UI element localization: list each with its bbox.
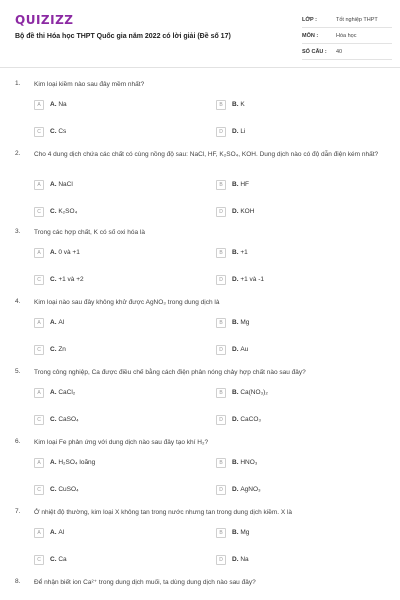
meta-row-count bbox=[302, 44, 392, 60]
option-value: CaCO₃ bbox=[240, 416, 262, 423]
option-value: Na bbox=[240, 556, 249, 563]
option-value: Al bbox=[58, 529, 65, 536]
option-letter-box: B bbox=[216, 100, 226, 110]
option-text bbox=[232, 276, 264, 283]
option-value: Ca bbox=[58, 556, 67, 563]
option-prefix: A. bbox=[50, 249, 57, 256]
answer-option[interactable] bbox=[216, 483, 261, 496]
answer-option[interactable] bbox=[34, 125, 66, 138]
option-letter-box: B bbox=[216, 318, 226, 328]
option-value: CaCl₂ bbox=[58, 389, 76, 396]
answer-option[interactable] bbox=[216, 125, 245, 138]
option-letter-box: C bbox=[34, 275, 44, 285]
option-letter-box: C bbox=[34, 127, 44, 137]
option-prefix: B. bbox=[232, 181, 239, 188]
option-prefix: D. bbox=[232, 128, 239, 135]
answer-option[interactable] bbox=[216, 413, 261, 426]
answer-option[interactable] bbox=[216, 553, 249, 566]
option-text bbox=[50, 319, 64, 326]
option-value: CaSO₄ bbox=[58, 416, 79, 423]
document-title: Bộ đề thi Hóa học THPT Quốc gia năm 2022 có lời giải (Đề số 17) bbox=[15, 33, 231, 40]
option-letter-box: A bbox=[34, 180, 44, 190]
option-prefix: C. bbox=[50, 346, 57, 353]
option-prefix: A. bbox=[50, 529, 57, 536]
option-value: Mg bbox=[240, 529, 250, 536]
meta-label: LỚP : bbox=[302, 16, 317, 23]
option-prefix: A. bbox=[50, 319, 57, 326]
option-letter-box: D bbox=[216, 485, 226, 495]
option-text bbox=[50, 249, 80, 256]
question-number: 1. bbox=[15, 80, 21, 87]
question-number: 5. bbox=[15, 368, 21, 375]
option-letter-box: D bbox=[216, 275, 226, 285]
question-number: 3. bbox=[15, 228, 21, 235]
answer-option[interactable] bbox=[34, 205, 77, 218]
option-value: Mg bbox=[240, 319, 250, 326]
option-prefix: D. bbox=[232, 416, 239, 423]
answer-option[interactable] bbox=[216, 456, 257, 469]
option-letter-box: A bbox=[34, 458, 44, 468]
option-prefix: A. bbox=[50, 459, 57, 466]
option-prefix: D. bbox=[232, 486, 239, 493]
option-text bbox=[232, 101, 245, 108]
option-text bbox=[50, 181, 73, 188]
option-value: Al bbox=[58, 319, 65, 326]
option-letter-box: A bbox=[34, 100, 44, 110]
option-text bbox=[232, 319, 249, 326]
option-prefix: B. bbox=[232, 459, 239, 466]
option-value: KOH bbox=[240, 208, 255, 215]
question-text: Để nhận biết ion Ca²⁺ trong dung dịch muối, ta dùng dung dịch nào sau đây? bbox=[34, 579, 256, 586]
option-value: Na bbox=[58, 101, 67, 108]
option-text bbox=[50, 128, 66, 135]
option-text bbox=[232, 389, 268, 396]
option-letter-box: B bbox=[216, 180, 226, 190]
answer-option[interactable] bbox=[216, 98, 245, 111]
option-prefix: C. bbox=[50, 486, 57, 493]
option-text bbox=[232, 346, 248, 353]
meta-table bbox=[302, 12, 392, 60]
answer-option[interactable] bbox=[34, 386, 75, 399]
option-letter-box: B bbox=[216, 248, 226, 258]
question-number: 7. bbox=[15, 508, 21, 515]
meta-row-subject bbox=[302, 28, 392, 44]
question-number: 4. bbox=[15, 298, 21, 305]
option-value: H₂SO₄ loãng bbox=[58, 459, 96, 466]
option-prefix: D. bbox=[232, 276, 239, 283]
option-letter-box: B bbox=[216, 528, 226, 538]
option-value: +1 và +2 bbox=[58, 276, 84, 283]
option-prefix: C. bbox=[50, 276, 57, 283]
option-letter-box: D bbox=[216, 127, 226, 137]
option-letter-box: A bbox=[34, 528, 44, 538]
question-text: Kim loại Fe phản ứng với dung dịch nào sau đây tạo khí H₂? bbox=[34, 439, 209, 446]
option-text bbox=[232, 181, 249, 188]
option-value: Zn bbox=[58, 346, 66, 353]
option-text bbox=[50, 486, 79, 493]
meta-row-class bbox=[302, 12, 392, 28]
option-prefix: B. bbox=[232, 249, 239, 256]
option-text bbox=[50, 556, 67, 563]
option-letter-box: C bbox=[34, 345, 44, 355]
answer-option[interactable] bbox=[216, 178, 249, 191]
meta-label: SỐ CÂU : bbox=[302, 48, 327, 55]
option-value: Au bbox=[240, 346, 249, 353]
option-prefix: B. bbox=[232, 319, 239, 326]
option-text bbox=[50, 346, 66, 353]
option-letter-box: D bbox=[216, 207, 226, 217]
option-text bbox=[50, 208, 77, 215]
option-prefix: C. bbox=[50, 128, 57, 135]
option-value: +1 và -1 bbox=[240, 276, 264, 283]
option-value: AgNO₃ bbox=[240, 486, 261, 493]
option-text bbox=[50, 416, 79, 423]
answer-option[interactable] bbox=[34, 316, 64, 329]
option-text bbox=[232, 486, 261, 493]
option-value: NaCl bbox=[58, 181, 73, 188]
option-value: K bbox=[240, 101, 245, 108]
option-prefix: B. bbox=[232, 389, 239, 396]
option-letter-box: C bbox=[34, 555, 44, 565]
answer-option[interactable] bbox=[34, 246, 80, 259]
meta-label: MÔN : bbox=[302, 32, 319, 39]
option-letter-box: D bbox=[216, 555, 226, 565]
answer-option[interactable] bbox=[34, 553, 67, 566]
option-value: Li bbox=[240, 128, 246, 135]
answer-option[interactable] bbox=[34, 273, 84, 286]
option-value: HNO₃ bbox=[240, 459, 258, 466]
option-letter-box: B bbox=[216, 388, 226, 398]
option-letter-box: C bbox=[34, 207, 44, 217]
option-text bbox=[232, 529, 249, 536]
option-value: 0 và +1 bbox=[58, 249, 80, 256]
option-prefix: A. bbox=[50, 389, 57, 396]
answer-option[interactable] bbox=[34, 456, 95, 469]
meta-value: 40 bbox=[336, 48, 343, 55]
question-text: Trong các hợp chất, K có số oxi hóa là bbox=[34, 229, 145, 236]
option-prefix: C. bbox=[50, 556, 57, 563]
option-prefix: D. bbox=[232, 208, 239, 215]
option-value: Cs bbox=[58, 128, 67, 135]
question-text: Kim loại kiềm nào sau đây mềm nhất? bbox=[34, 81, 145, 88]
answer-option[interactable] bbox=[216, 205, 254, 218]
option-letter-box: C bbox=[34, 415, 44, 425]
option-prefix: C. bbox=[50, 208, 57, 215]
answer-option[interactable] bbox=[216, 316, 249, 329]
question-number: 2. bbox=[15, 150, 21, 157]
option-letter-box: A bbox=[34, 318, 44, 328]
option-prefix: A. bbox=[50, 181, 57, 188]
option-text bbox=[50, 276, 84, 283]
option-prefix: C. bbox=[50, 416, 57, 423]
option-text bbox=[232, 459, 257, 466]
answer-option[interactable] bbox=[216, 386, 268, 399]
answer-option[interactable] bbox=[216, 273, 264, 286]
page-header bbox=[0, 0, 400, 68]
option-prefix: B. bbox=[232, 529, 239, 536]
option-prefix: D. bbox=[232, 346, 239, 353]
meta-value: Hóa học bbox=[336, 32, 357, 39]
option-text bbox=[232, 249, 248, 256]
option-value: HF bbox=[240, 181, 249, 188]
meta-value: Tốt nghiệp THPT bbox=[336, 16, 378, 23]
option-text bbox=[232, 128, 245, 135]
answer-option[interactable] bbox=[34, 178, 73, 191]
option-text bbox=[50, 459, 95, 466]
option-letter-box: D bbox=[216, 415, 226, 425]
answer-option[interactable] bbox=[34, 413, 79, 426]
answer-option[interactable] bbox=[34, 343, 66, 356]
answer-option[interactable] bbox=[216, 526, 249, 539]
answer-option[interactable] bbox=[216, 343, 248, 356]
option-letter-box: D bbox=[216, 345, 226, 355]
option-text bbox=[50, 389, 75, 396]
option-letter-box: A bbox=[34, 248, 44, 258]
question-text: Ở nhiệt độ thường, kim loại X không tan trong nước nhưng tan trong dung dịch kiềm. X là bbox=[34, 509, 293, 516]
question-number: 8. bbox=[15, 578, 21, 585]
quizizz-logo: QUIZIZZ bbox=[15, 13, 74, 27]
option-text bbox=[232, 208, 254, 215]
option-value: CuSO₄ bbox=[58, 486, 79, 493]
question-text: Cho 4 dung dịch chứa các chất có cùng nồng độ sau: NaCl, HF, K₂SO₄, KOH. Dung dịch nào có độ dẫn điện kém nhất? bbox=[34, 151, 379, 158]
option-text bbox=[50, 529, 64, 536]
answer-option[interactable] bbox=[34, 483, 79, 496]
option-value: +1 bbox=[240, 249, 248, 256]
question-text: Trong công nghiệp, Ca được điều chế bằng cách điện phân nóng chảy hợp chất nào sau đây? bbox=[34, 369, 306, 376]
option-text bbox=[232, 556, 249, 563]
option-text bbox=[232, 416, 261, 423]
answer-option[interactable] bbox=[34, 526, 64, 539]
question-number: 6. bbox=[15, 438, 21, 445]
option-text bbox=[50, 101, 67, 108]
option-letter-box: B bbox=[216, 458, 226, 468]
answer-option[interactable] bbox=[216, 246, 248, 259]
option-letter-box: A bbox=[34, 388, 44, 398]
option-value: Ca(NO₃)₂ bbox=[240, 389, 268, 396]
option-prefix: D. bbox=[232, 556, 239, 563]
option-value: K₂SO₄ bbox=[58, 208, 78, 215]
option-letter-box: C bbox=[34, 485, 44, 495]
option-prefix: B. bbox=[232, 101, 239, 108]
answer-option[interactable] bbox=[34, 98, 67, 111]
question-text: Kim loại nào sau đây không khử được AgNO₃ trong dung dịch là bbox=[34, 299, 220, 306]
option-prefix: A. bbox=[50, 101, 57, 108]
